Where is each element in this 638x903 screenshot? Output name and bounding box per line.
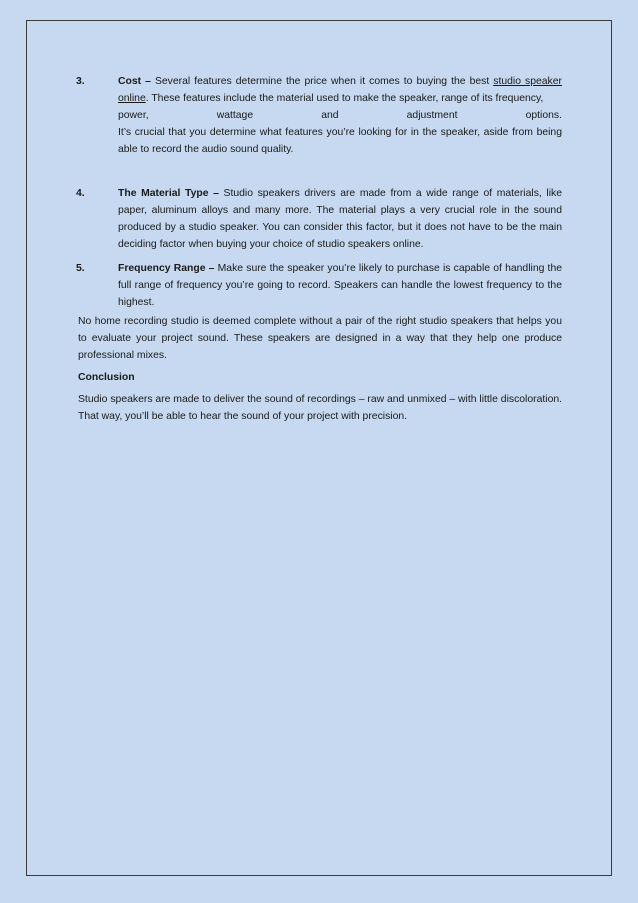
list-text: Studio speakers drivers are made from a wide range of materials, like paper, aluminum alloys and many more. The material plays a very crucial role in the sound produced by a studio speaker. You can consider this factor, but it does not have to be the main deciding factor when buying your choice of studio speakers online. <box>118 188 562 250</box>
studio-speaker-link[interactable]: studio speaker online <box>118 76 562 104</box>
list-text: . These features include the material used to make the speaker, range of its frequency, <box>145 93 544 104</box>
word: and <box>321 110 339 121</box>
conclusion-heading: Conclusion <box>78 372 135 383</box>
document-body <box>78 73 562 316</box>
list-item-cost <box>78 73 562 158</box>
justified-line <box>118 107 562 124</box>
summary-paragraph: No home recording studio is deemed complete without a pair of the right studio speakers that helps you to evaluate your project sound. These speakers are designed in a way that they help one produce professional mixes. <box>78 316 562 361</box>
term-dash: – <box>205 263 218 274</box>
list-term: Cost <box>118 76 142 87</box>
conclusion-paragraph: Studio speakers are made to deliver the sound of recordings – raw and unmixed – with little discoloration. That way, you’ll be able to hear the sound of your project with precision. <box>78 394 563 422</box>
list-term: The Material Type <box>118 188 209 199</box>
term-dash: – <box>141 76 155 87</box>
list-text: Make sure the speaker you’re likely to purchase is capable of handling the full range of frequency you’re going to record. Speakers can handle the lowest frequency to the highest. <box>118 263 562 308</box>
list-text: Several features determine the price when it comes to buying the best <box>154 76 494 87</box>
list-text: It’s crucial that you determine what features you’re looking for in the speaker, aside from being able to record the audio sound quality. <box>118 127 562 155</box>
list-item-material-type <box>78 185 562 253</box>
list-term: Frequency Range <box>118 263 206 274</box>
term-dash: – <box>208 188 224 199</box>
list-number: 4. <box>76 188 85 199</box>
word: power, <box>118 110 149 121</box>
closing-section <box>78 313 562 430</box>
word: wattage <box>216 110 254 121</box>
feature-list <box>78 73 562 311</box>
word: options. <box>525 110 562 121</box>
list-item-frequency-range <box>78 260 562 311</box>
word: adjustment <box>406 110 458 121</box>
list-number: 5. <box>76 263 85 274</box>
list-number: 3. <box>76 76 85 87</box>
